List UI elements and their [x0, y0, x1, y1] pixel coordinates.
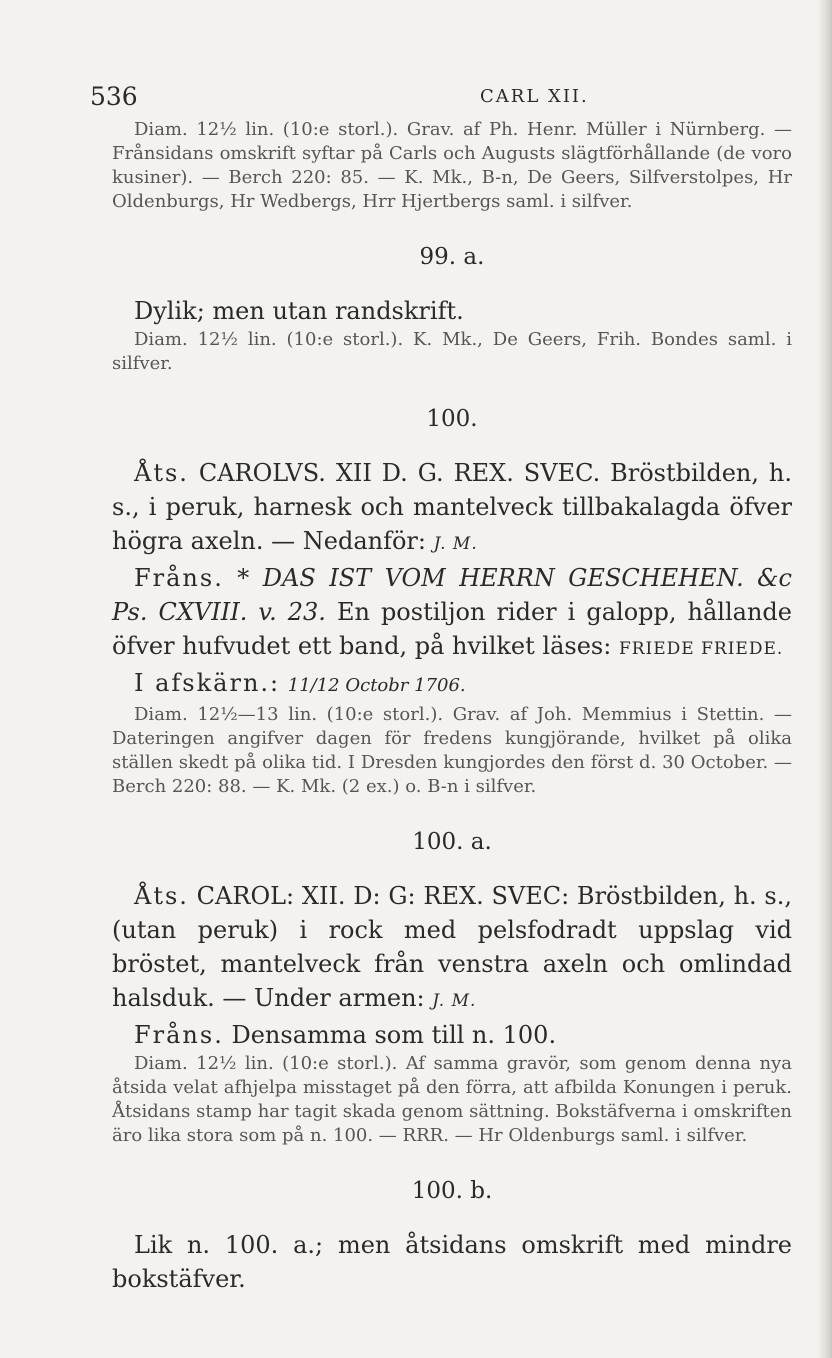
- obverse-label: Åts.: [134, 459, 189, 487]
- entry-100a-notes: Diam. 12½ lin. (10:e storl.). Af samma gravör, som genom denna nya åtsida velat afhjelpa misstaget på den förra, att afbilda Konungen i peruk. Åtsidans stamp har tagit skada genom sättning. Bokstäfverna i omskriften äro lika stora som på n. 100. — RRR. — Hr Oldenburgs saml. i silfver.: [112, 1053, 792, 1146]
- entry-100a-heading: 100. a.: [412, 829, 492, 855]
- obverse-description: CAROL: XII. D: G: REX. SVEC: Bröstbilden, h. s., (utan peruk) i rock med pelsfodradt uppslag vid bröstet, mantelveck från venstra axeln och omlindad halsduk. — Under armen:: [112, 882, 792, 1012]
- obverse-label: Åts.: [134, 882, 189, 910]
- entry-99a-title: Dylik; men utan randskrift.: [134, 297, 464, 325]
- page-header: [90, 82, 790, 112]
- entry-100-heading: 100.: [426, 406, 478, 432]
- entry-99a-notes: Diam. 12½ lin. (10:e storl.). K. Mk., De Geers, Frih. Bondes saml. i silfver.: [112, 329, 792, 374]
- entry-100-reverse: [112, 561, 792, 666]
- exergue-label: I afskärn.:: [134, 669, 281, 697]
- reverse-label: Fråns.: [134, 1021, 224, 1049]
- entry-100a-reverse: [112, 1018, 792, 1052]
- entry-100-exergue: [112, 666, 792, 703]
- entry-99a-heading: 99. a.: [419, 244, 485, 270]
- obverse-description: CAROLVS. XII D. G. REX. SVEC. Bröstbilden, h. s., i peruk, harnesk och mantelveck tillbakalagda öfver högra axeln. — Nedanför:: [112, 459, 792, 555]
- exergue-date: 11/12 Octobr 1706.: [287, 675, 466, 696]
- entry-100a-obverse: [112, 879, 792, 1018]
- reverse-band-text: FRIEDE FRIEDE.: [618, 639, 784, 659]
- running-title: CARL XII.: [480, 86, 589, 107]
- entry-100b-text: Lik n. 100. a.; men åtsidans omskrift med mindre bokstäfver.: [112, 1231, 792, 1293]
- page-number: 536: [90, 82, 138, 111]
- engraver-signature: J. M.: [432, 991, 477, 1011]
- entry-99-notes: Diam. 12½ lin. (10:e storl.). Grav. af Ph. Henr. Müller i Nürnberg. — Frånsidans omskrift syftar på Carls och Augusts slägtförhållande (de voro kusiner). — Berch 220: 85. — K. Mk., B-n, De Geers, Silfverstolpes, Hr Oldenburgs, Hr Wedbergs, Hrr Hjertbergs saml. i silfver.: [112, 119, 792, 212]
- engraver-signature: J. M.: [433, 534, 478, 554]
- page-edge-shadow: [818, 0, 832, 1358]
- entry-100-notes: Diam. 12½—13 lin. (10:e storl.). Grav. af Joh. Memmius i Stettin. — Dateringen angifver dagen för fredens kungjörande, hvilket på olika ställen skedt på olika tid. I Dresden kungjordes den först d. 30 October. — Berch 220: 88. — K. Mk. (2 ex.) o. B-n i silfver.: [112, 704, 792, 797]
- entry-100b-heading: 100. b.: [411, 1178, 493, 1204]
- reverse-label: Fråns.: [134, 564, 224, 592]
- reverse-description: En postiljon rider i galopp, hållande öfver hufvudet ett band, på hvilket läses:: [112, 598, 792, 660]
- reverse-legend: * DAS IST VOM HERRN GESCHEHEN. &c Ps. CXVIII. v. 23.: [112, 564, 792, 626]
- entry-100-obverse: [112, 456, 792, 561]
- page-content: [112, 118, 792, 1296]
- reverse-description: Densamma som till n. 100.: [231, 1021, 557, 1049]
